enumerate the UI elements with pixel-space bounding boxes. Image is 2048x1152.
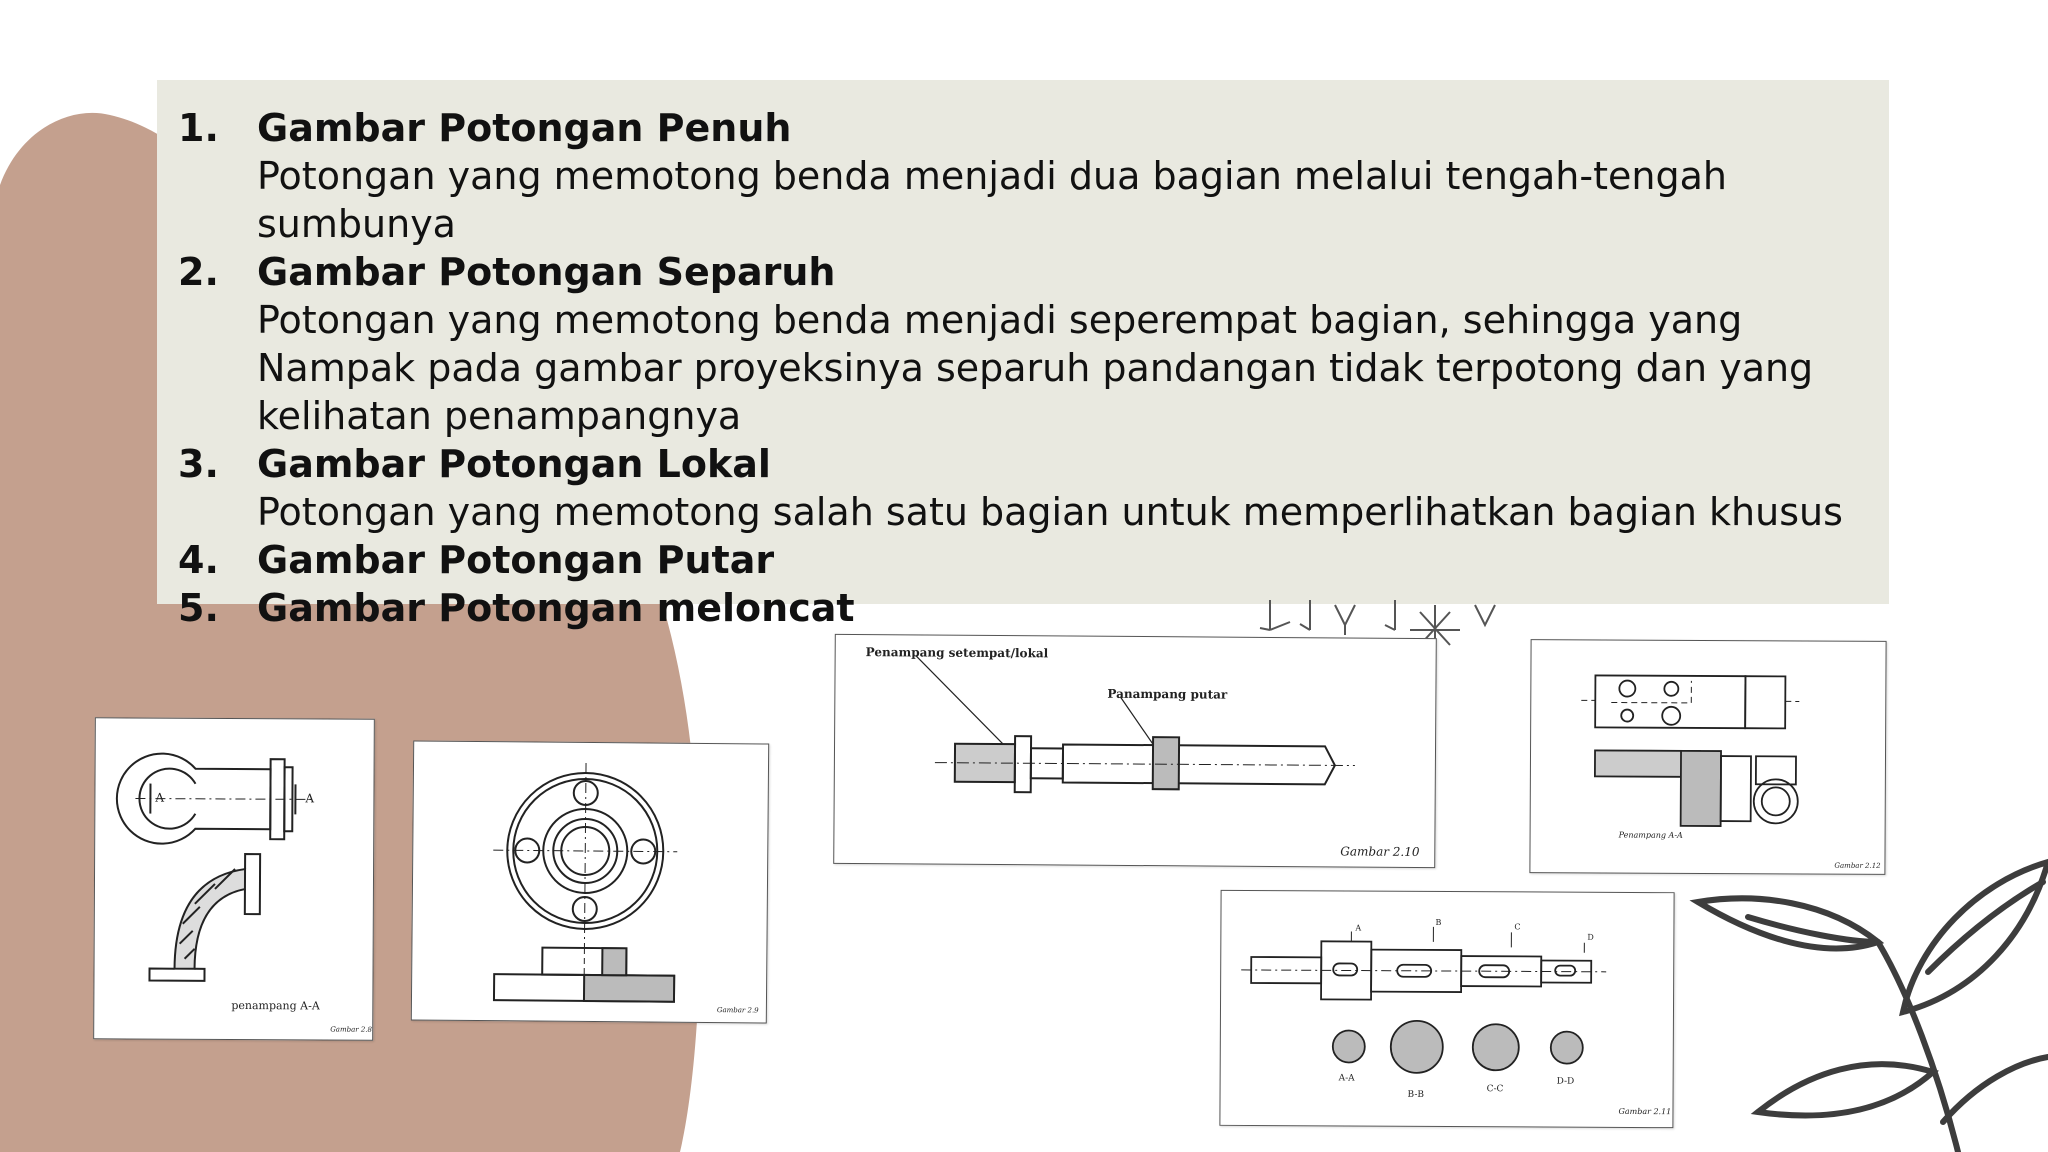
item-title: Gambar Potongan Lokal [257, 442, 771, 486]
section-label: B-B [1407, 1089, 1425, 1100]
item-number: 5. [178, 586, 219, 630]
figure-flange-section [411, 740, 769, 1023]
list-item [178, 536, 1878, 584]
section-types-list [178, 104, 1878, 632]
cut-mark: C [1514, 922, 1521, 932]
list-item [178, 584, 1878, 632]
figure-caption: penampang A-A [231, 998, 320, 1013]
item-number: 1. [178, 106, 219, 150]
figure-shaft-local-section [833, 634, 1437, 868]
item-number: 2. [178, 250, 219, 294]
mark-a-right: A [305, 791, 315, 806]
mark-a-left: A [155, 790, 165, 805]
cut-mark: B [1435, 917, 1442, 927]
section-label: A-A [1338, 1073, 1355, 1084]
figure-removed-sections [1219, 890, 1674, 1128]
list-item [178, 104, 1878, 248]
figure-tag: Gambar 2.11 [1618, 1106, 1672, 1117]
cut-mark: D [1587, 932, 1594, 942]
list-item [178, 248, 1878, 440]
item-description: Potongan yang memotong benda menjadi seperempat bagian, sehingga yang Nampak pada gambar proyeksinya separuh pandangan tidak terpotong dan yang kelihatan penampangnya [257, 298, 1814, 438]
cut-mark: A [1355, 923, 1362, 933]
item-title: Gambar Potongan Putar [257, 538, 775, 582]
figure-tag: Gambar 2.10 [1340, 844, 1420, 859]
figure-tag: Gambar 2.12 [1834, 861, 1881, 870]
leaf-decoration-icon [1688, 822, 2048, 1152]
figure-elbow-section [93, 717, 375, 1040]
label-local-section: Penampang setempat/lokal [865, 645, 1049, 661]
section-label: D-D [1556, 1076, 1575, 1087]
list-item [178, 440, 1878, 536]
item-description: Potongan yang memotong salah satu bagian untuk memperlihatkan bagian khusus [257, 490, 1843, 534]
item-title: Gambar Potongan Separuh [257, 250, 836, 294]
figure-caption: Penampang A-A [1618, 830, 1683, 840]
item-title: Gambar Potongan meloncat [257, 586, 855, 630]
item-description: Potongan yang memotong benda menjadi dua bagian melalui tengah-tengah sumbunya [257, 154, 1727, 246]
label-revolved-section: Panampang putar [1107, 686, 1228, 702]
item-title: Gambar Potongan Penuh [257, 106, 792, 150]
figure-tag: Gambar 2.8 [330, 1025, 372, 1034]
item-number: 4. [178, 538, 219, 582]
section-label: C-C [1486, 1084, 1504, 1095]
figure-tag: Gambar 2.9 [716, 1006, 759, 1015]
item-number: 3. [178, 442, 219, 486]
